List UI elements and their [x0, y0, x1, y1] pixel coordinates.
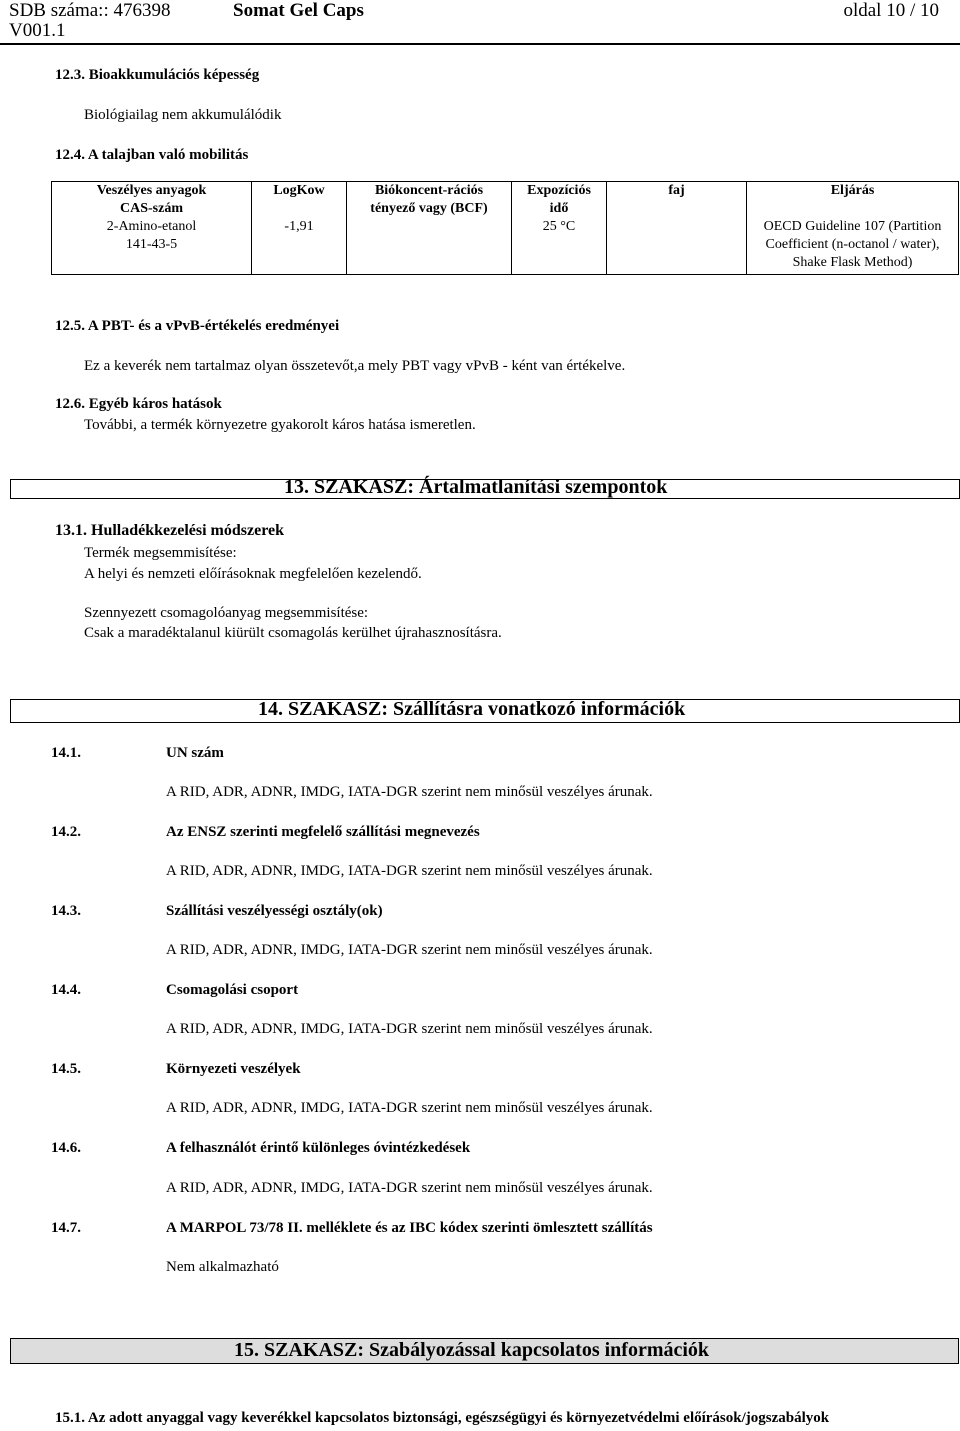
section-13-packaging-text: Csak a maradéktalanul kiürült csomagolás kerülhet újrahasznosításra.	[84, 625, 502, 641]
col-logkow: LogKow	[252, 182, 347, 219]
cell-substance: 2-Amino-etanol 141-43-5	[52, 218, 252, 275]
section-15-1-heading: 15.1. Az adott anyaggal vagy keverékkel kapcsolatos biztonsági, egészségügyi és környezetvédelmi előírások/jogszabályok	[55, 1410, 830, 1426]
item-number: 14.7.	[51, 1220, 81, 1236]
version: V001.1	[9, 20, 66, 41]
section-15-title: 15. SZAKASZ: Szabályozással kapcsolatos információk	[234, 1339, 710, 1361]
col-method: Eljárás	[747, 182, 959, 219]
item-text: A RID, ADR, ADNR, IMDG, IATA-DGR szerint nem minősül veszélyes árunak.	[166, 863, 653, 879]
section-14-title: 14. SZAKASZ: Szállításra vonatkozó információk	[258, 698, 686, 720]
item-number: 14.1.	[51, 745, 81, 761]
sdb-number: SDB száma:: 476398	[9, 0, 171, 21]
item-number: 14.2.	[51, 824, 81, 840]
item-text: A RID, ADR, ADNR, IMDG, IATA-DGR szerint nem minősül veszélyes árunak.	[166, 1180, 653, 1196]
cell-method: OECD Guideline 107 (Partition Coefficient (n-octanol / water), Shake Flask Method)	[747, 218, 959, 275]
item-number: 14.4.	[51, 982, 81, 998]
section-12-4-heading: 12.4. A talajban való mobilitás	[55, 147, 249, 163]
section-12-3-heading: 12.3. Bioakkumulációs képesség	[55, 67, 260, 83]
col-species: faj	[607, 182, 747, 219]
col-substance: Veszélyes anyagok CAS-szám	[52, 182, 252, 219]
item-number: 14.5.	[51, 1061, 81, 1077]
col-exposure: Expozíciós idő	[512, 182, 607, 219]
section-13-packaging-label: Szennyezett csomagolóanyag megsemmisítése:	[84, 605, 369, 621]
item-label: A felhasználót érintő különleges óvintézkedések	[166, 1140, 471, 1156]
item-label: Az ENSZ szerinti megfelelő szállítási megnevezés	[166, 824, 480, 840]
item-number: 14.6.	[51, 1140, 81, 1156]
section-12-6-heading: 12.6. Egyéb káros hatások	[55, 396, 222, 412]
item-label: Környezeti veszélyek	[166, 1061, 301, 1077]
section-13-product-label: Termék megsemmisítése:	[84, 545, 237, 561]
section-12-5-text: Ez a keverék nem tartalmaz olyan összetevőt,a mely PBT vagy vPvB - ként van értékelve.	[84, 358, 626, 374]
mobility-table	[51, 181, 959, 275]
item-label: A MARPOL 73/78 II. melléklete és az IBC kódex szerinti ömlesztett szállítás	[166, 1220, 653, 1236]
item-text: A RID, ADR, ADNR, IMDG, IATA-DGR szerint nem minősül veszélyes árunak.	[166, 942, 653, 958]
table-header-row	[52, 182, 959, 219]
cell-logkow: -1,91	[252, 218, 347, 275]
cell-exposure: 25 °C	[512, 218, 607, 275]
section-12-3-text: Biológiailag nem akkumulálódik	[84, 107, 282, 123]
header-divider	[0, 43, 960, 45]
section-13-title: 13. SZAKASZ: Ártalmatlanítási szempontok	[284, 476, 668, 498]
col-bcf: Biókoncent-rációs tényező vagy (BCF)	[347, 182, 512, 219]
product-name: Somat Gel Caps	[233, 0, 364, 21]
item-text: A RID, ADR, ADNR, IMDG, IATA-DGR szerint nem minősül veszélyes árunak.	[166, 1021, 653, 1037]
item-text: Nem alkalmazható	[166, 1259, 279, 1275]
cell-bcf	[347, 218, 512, 275]
page-number: oldal 10 / 10	[843, 0, 939, 21]
item-number: 14.3.	[51, 903, 81, 919]
cell-species	[607, 218, 747, 275]
section-12-5-heading: 12.5. A PBT- és a vPvB-értékelés eredményei	[55, 318, 340, 334]
item-label: UN szám	[166, 745, 224, 761]
item-label: Szállítási veszélyességi osztály(ok)	[166, 903, 383, 919]
item-label: Csomagolási csoport	[166, 982, 299, 998]
section-13-product-text: A helyi és nemzeti előírásoknak megfelelően kezelendő.	[84, 566, 422, 582]
item-text: A RID, ADR, ADNR, IMDG, IATA-DGR szerint nem minősül veszélyes árunak.	[166, 1100, 653, 1116]
item-text: A RID, ADR, ADNR, IMDG, IATA-DGR szerint nem minősül veszélyes árunak.	[166, 784, 653, 800]
section-13-1-heading: 13.1. Hulladékkezelési módszerek	[55, 522, 285, 539]
section-12-6-text: További, a termék környezetre gyakorolt káros hatása ismeretlen.	[84, 417, 476, 433]
table-row	[52, 218, 959, 275]
